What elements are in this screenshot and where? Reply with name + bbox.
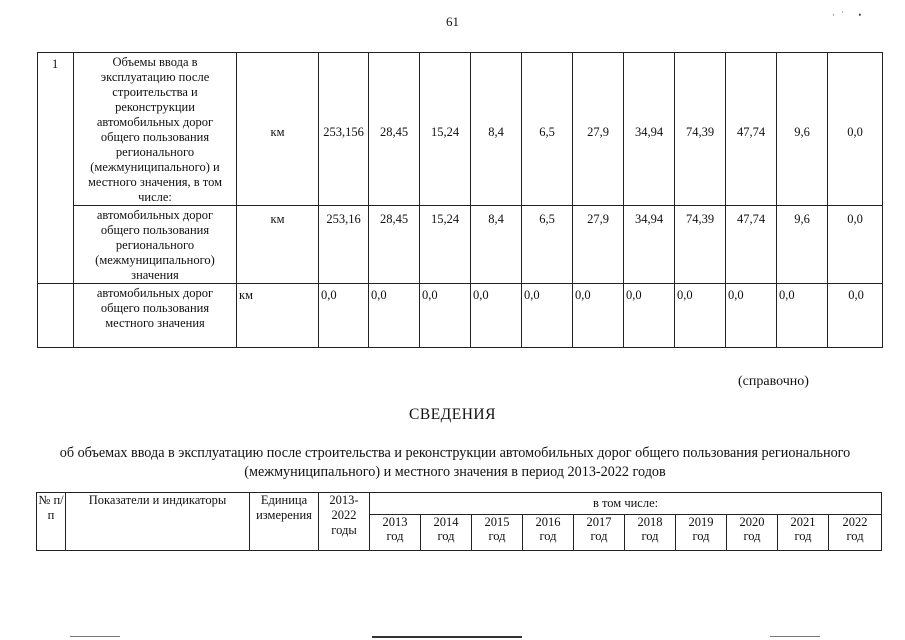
year-header — [421, 515, 472, 551]
value-cell: 8,4 — [471, 206, 522, 284]
value-cell: 9,6 — [777, 53, 828, 206]
value-cell: 253,16 — [319, 206, 369, 284]
header-including: в том числе: — [370, 493, 882, 515]
value-cell: 0,0 — [828, 206, 883, 284]
value-cell: 0,0 — [828, 53, 883, 206]
table-row — [38, 206, 883, 284]
unit-cell: км — [237, 206, 319, 284]
header-indicators: Показатели и индикаторы — [66, 493, 250, 551]
value-cell: 0,0 — [777, 284, 828, 348]
value-cell: 28,45 — [369, 53, 420, 206]
top-data-table — [37, 52, 883, 348]
value-cell: 253,156 — [319, 53, 369, 206]
scan-artifact-line — [70, 636, 120, 637]
year-value: 2020 — [739, 515, 765, 530]
year-value: 2014 — [433, 515, 459, 530]
value-cell: 47,74 — [726, 53, 777, 206]
year-header — [778, 515, 829, 551]
value-cell: 0,0 — [624, 284, 675, 348]
value-cell: 9,6 — [777, 206, 828, 284]
value-cell: 0,0 — [319, 284, 369, 348]
value-cell: 15,24 — [420, 53, 471, 206]
year-label: год — [437, 529, 455, 544]
value-cell: 27,9 — [573, 206, 624, 284]
page-number: 61 — [446, 14, 459, 29]
indicator-name: Объемы ввода в эксплуатацию после строительства и реконструкции автомобильных дорог общего пользования регионального (межмуниципального) и местного значения, в том числе: — [74, 53, 237, 206]
header-no: № п/п — [37, 493, 66, 551]
value-cell: 6,5 — [522, 53, 573, 206]
value-cell: 0,0 — [522, 284, 573, 348]
year-header — [676, 515, 727, 551]
value-cell: 0,0 — [471, 284, 522, 348]
scan-speck: ·˙ • — [832, 10, 868, 20]
value-cell: 8,4 — [471, 53, 522, 206]
year-label: год — [743, 529, 761, 544]
indicator-name: автомобильных дорог общего пользования регионального (межмуниципального) значения — [74, 206, 237, 284]
value-cell: 74,39 — [675, 206, 726, 284]
year-header — [523, 515, 574, 551]
year-header — [829, 515, 882, 551]
section-title: СВЕДЕНИЯ — [409, 406, 496, 423]
value-cell: 47,74 — [726, 206, 777, 284]
year-header — [727, 515, 778, 551]
reference-note: (справочно) — [738, 374, 809, 389]
scan-artifact-line — [770, 636, 820, 637]
year-header — [472, 515, 523, 551]
value-cell: 0,0 — [675, 284, 726, 348]
value-cell: 34,94 — [624, 206, 675, 284]
year-value: 2018 — [637, 515, 663, 530]
value-cell: 0,0 — [573, 284, 624, 348]
year-value: 2022 — [842, 515, 868, 530]
year-label: год — [794, 529, 812, 544]
value-cell: 6,5 — [522, 206, 573, 284]
header-total-period: 2013-2022 годы — [319, 493, 370, 551]
year-label: год — [386, 529, 404, 544]
year-header — [370, 515, 421, 551]
table-row — [38, 53, 883, 206]
year-value: 2016 — [535, 515, 561, 530]
value-cell: 0,0 — [726, 284, 777, 348]
year-label: год — [692, 529, 710, 544]
value-cell: 27,9 — [573, 53, 624, 206]
value-cell: 15,24 — [420, 206, 471, 284]
year-label: год — [488, 529, 506, 544]
unit-cell: км — [237, 53, 319, 206]
bottom-header-table — [36, 492, 882, 551]
row-number — [38, 284, 74, 348]
value-cell: 34,94 — [624, 53, 675, 206]
year-label: год — [590, 529, 608, 544]
year-value: 2015 — [484, 515, 510, 530]
year-label: год — [539, 529, 557, 544]
year-label: год — [641, 529, 659, 544]
year-label: год — [846, 529, 864, 544]
year-value: 2019 — [688, 515, 714, 530]
value-cell: 74,39 — [675, 53, 726, 206]
indicator-name: автомобильных дорог общего пользования местного значения — [74, 284, 237, 348]
row-number — [38, 206, 74, 284]
table-row — [38, 284, 883, 348]
header-unit: Единица измерения — [250, 493, 319, 551]
year-value: 2013 — [382, 515, 408, 530]
value-cell: 28,45 — [369, 206, 420, 284]
row-number: 1 — [38, 53, 74, 206]
scan-artifact-line — [372, 636, 522, 638]
value-cell: 0,0 — [369, 284, 420, 348]
year-header — [625, 515, 676, 551]
year-value: 2021 — [790, 515, 816, 530]
section-subtitle: об объемах ввода в эксплуатацию после строительства и реконструкции автомобильных дорог общего пользования регионального (межмуниципального) и местного значения в период 2013-2022 годов — [59, 445, 851, 480]
year-header — [574, 515, 625, 551]
value-cell: 0,0 — [828, 284, 883, 348]
unit-cell: км — [237, 284, 319, 348]
year-value: 2017 — [586, 515, 612, 530]
value-cell: 0,0 — [420, 284, 471, 348]
